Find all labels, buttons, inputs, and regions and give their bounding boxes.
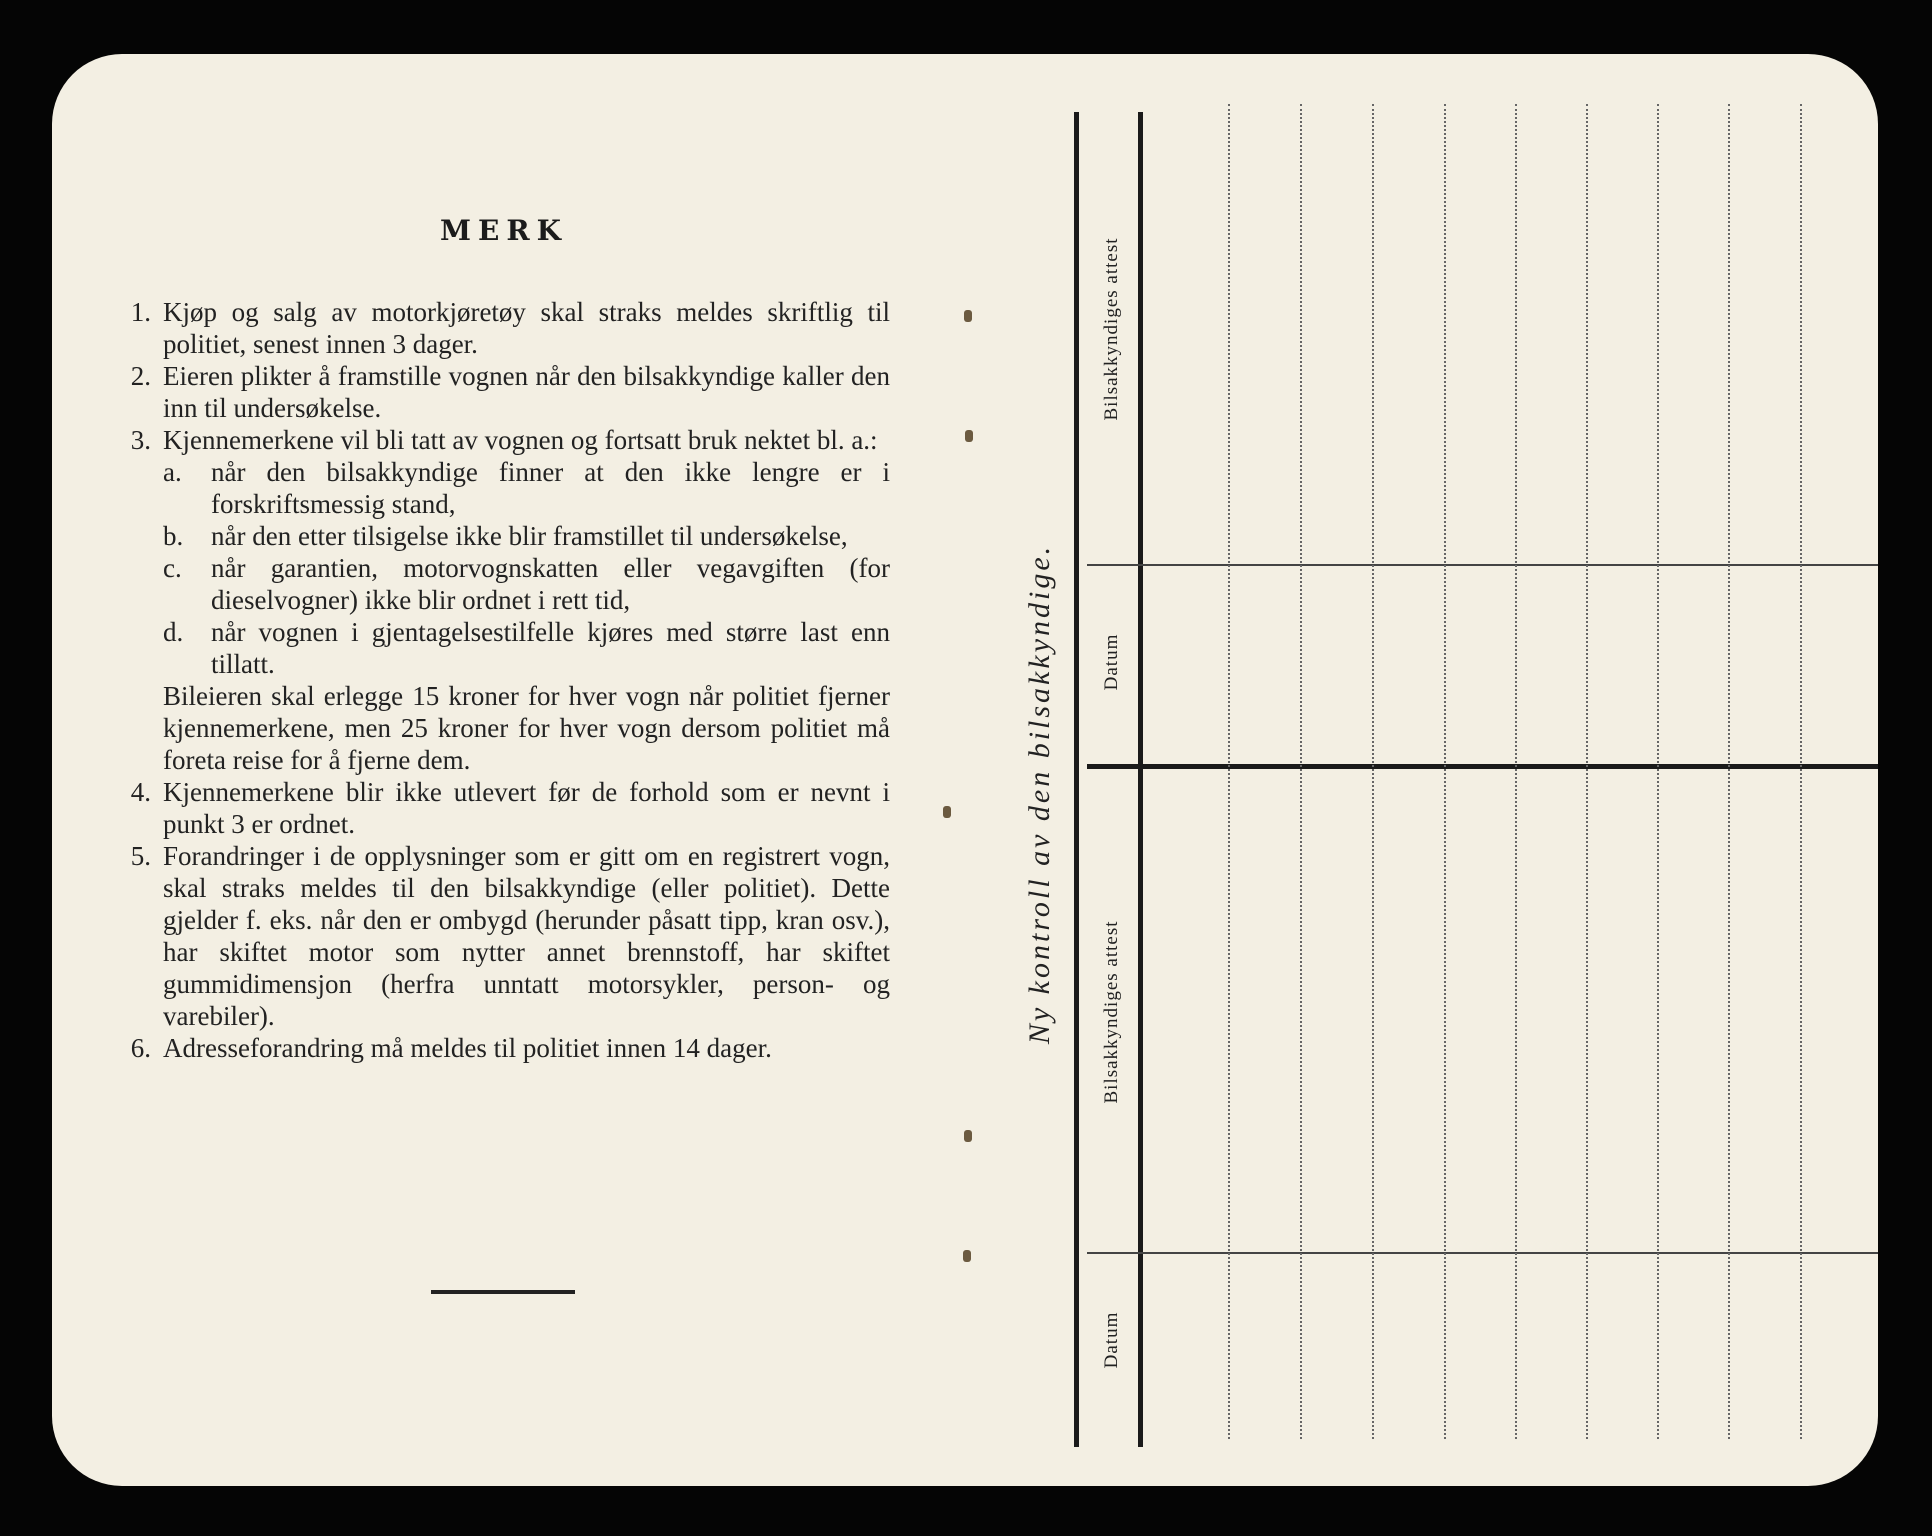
dotted-column-line (1444, 104, 1446, 1439)
form-border-label (1138, 112, 1143, 1447)
sub-item-letter: d. (163, 617, 184, 647)
sub-item-text: når vognen i gjentagelsestilfelle kjøres med større last enn tillatt. (211, 617, 890, 679)
rule-number: 1. (130, 297, 151, 327)
middle-section-rule (1087, 764, 1878, 769)
sub-item-letter: b. (163, 521, 184, 551)
rule-text: Eieren plikter å framstille vognen når den bilsakkyndige kaller den inn til undersøkelse. (163, 361, 890, 423)
rule-number: 3. (130, 425, 151, 455)
form-border-left (1074, 112, 1079, 1447)
dotted-column-line (1800, 104, 1802, 1439)
rule-number: 4. (130, 777, 151, 807)
lower-attest-label: Bilsakkyndiges attest (1101, 920, 1122, 1104)
upper-date-label: Datum (1101, 633, 1122, 691)
form-heading: Ny kontroll av den bilsakkyndige. (1023, 543, 1056, 1045)
rule-number: 6. (130, 1033, 151, 1063)
dotted-column-line (1586, 104, 1588, 1439)
rule-text: Adresseforandring må meldes til politiet innen 14 dager. (163, 1033, 772, 1063)
rule-number: 5. (130, 841, 151, 871)
sub-item-letter: a. (163, 457, 182, 487)
registration-card (52, 54, 1878, 1486)
upper-attest-label: Bilsakkyndiges attest (1101, 237, 1122, 421)
rule-text: Forandringer i de opplysninger som er gitt om en registrert vogn, skal straks meldes til den bilsakkyndige (eller politiet). Dette gjelder f. eks. når den er ombygd (herunder påsatt tipp, kran osv.), har skiftet motor som nytter annet brennstoff, har skiftet gummidimensjon (herfra unntatt motorsykler, person- og varebiler). (163, 841, 890, 1031)
rule-number: 2. (130, 361, 151, 391)
sub-item-text: når den etter tilsigelse ikke blir framstillet til undersøkelse, (211, 521, 848, 551)
dotted-column-line (1228, 104, 1230, 1439)
fee-paragraph: Bileieren skal erlegge 15 kroner for hver vogn når politiet fjerner kjennemerkene, men 25 kroner for hver vogn dersom politiet må foreta reise for å fjerne dem. (163, 681, 890, 775)
rule-text: Kjøp og salg av motorkjøretøy skal straks meldes skriftlig til politiet, senest innen 3 dager. (163, 297, 890, 359)
dotted-column-line (1657, 104, 1659, 1439)
upper-section-divider (1087, 564, 1878, 566)
sub-item-text: når garantien, motorvognskatten eller vegavgiften (for dieselvogner) ikke blir ordnet i rett tid, (211, 553, 890, 615)
dotted-column-line (1300, 104, 1302, 1439)
rule-text: Kjennemerkene blir ikke utlevert før de forhold som er nevnt i punkt 3 er ordnet. (163, 777, 890, 839)
merk-title: MERK (440, 214, 568, 247)
lower-section-divider (1087, 1252, 1878, 1254)
dotted-column-line (1728, 104, 1730, 1439)
control-form (52, 54, 1878, 1486)
sub-item-text: når den bilsakkyndige finner at den ikke lengre er i forskriftsmessig stand, (211, 457, 890, 519)
lower-date-label: Datum (1101, 1311, 1122, 1369)
sub-item-letter: c. (163, 553, 182, 583)
rule-text: Kjennemerkene vil bli tatt av vognen og fortsatt bruk nektet bl. a.: (163, 425, 878, 455)
dotted-column-line (1372, 104, 1374, 1439)
dotted-column-line (1515, 104, 1517, 1439)
